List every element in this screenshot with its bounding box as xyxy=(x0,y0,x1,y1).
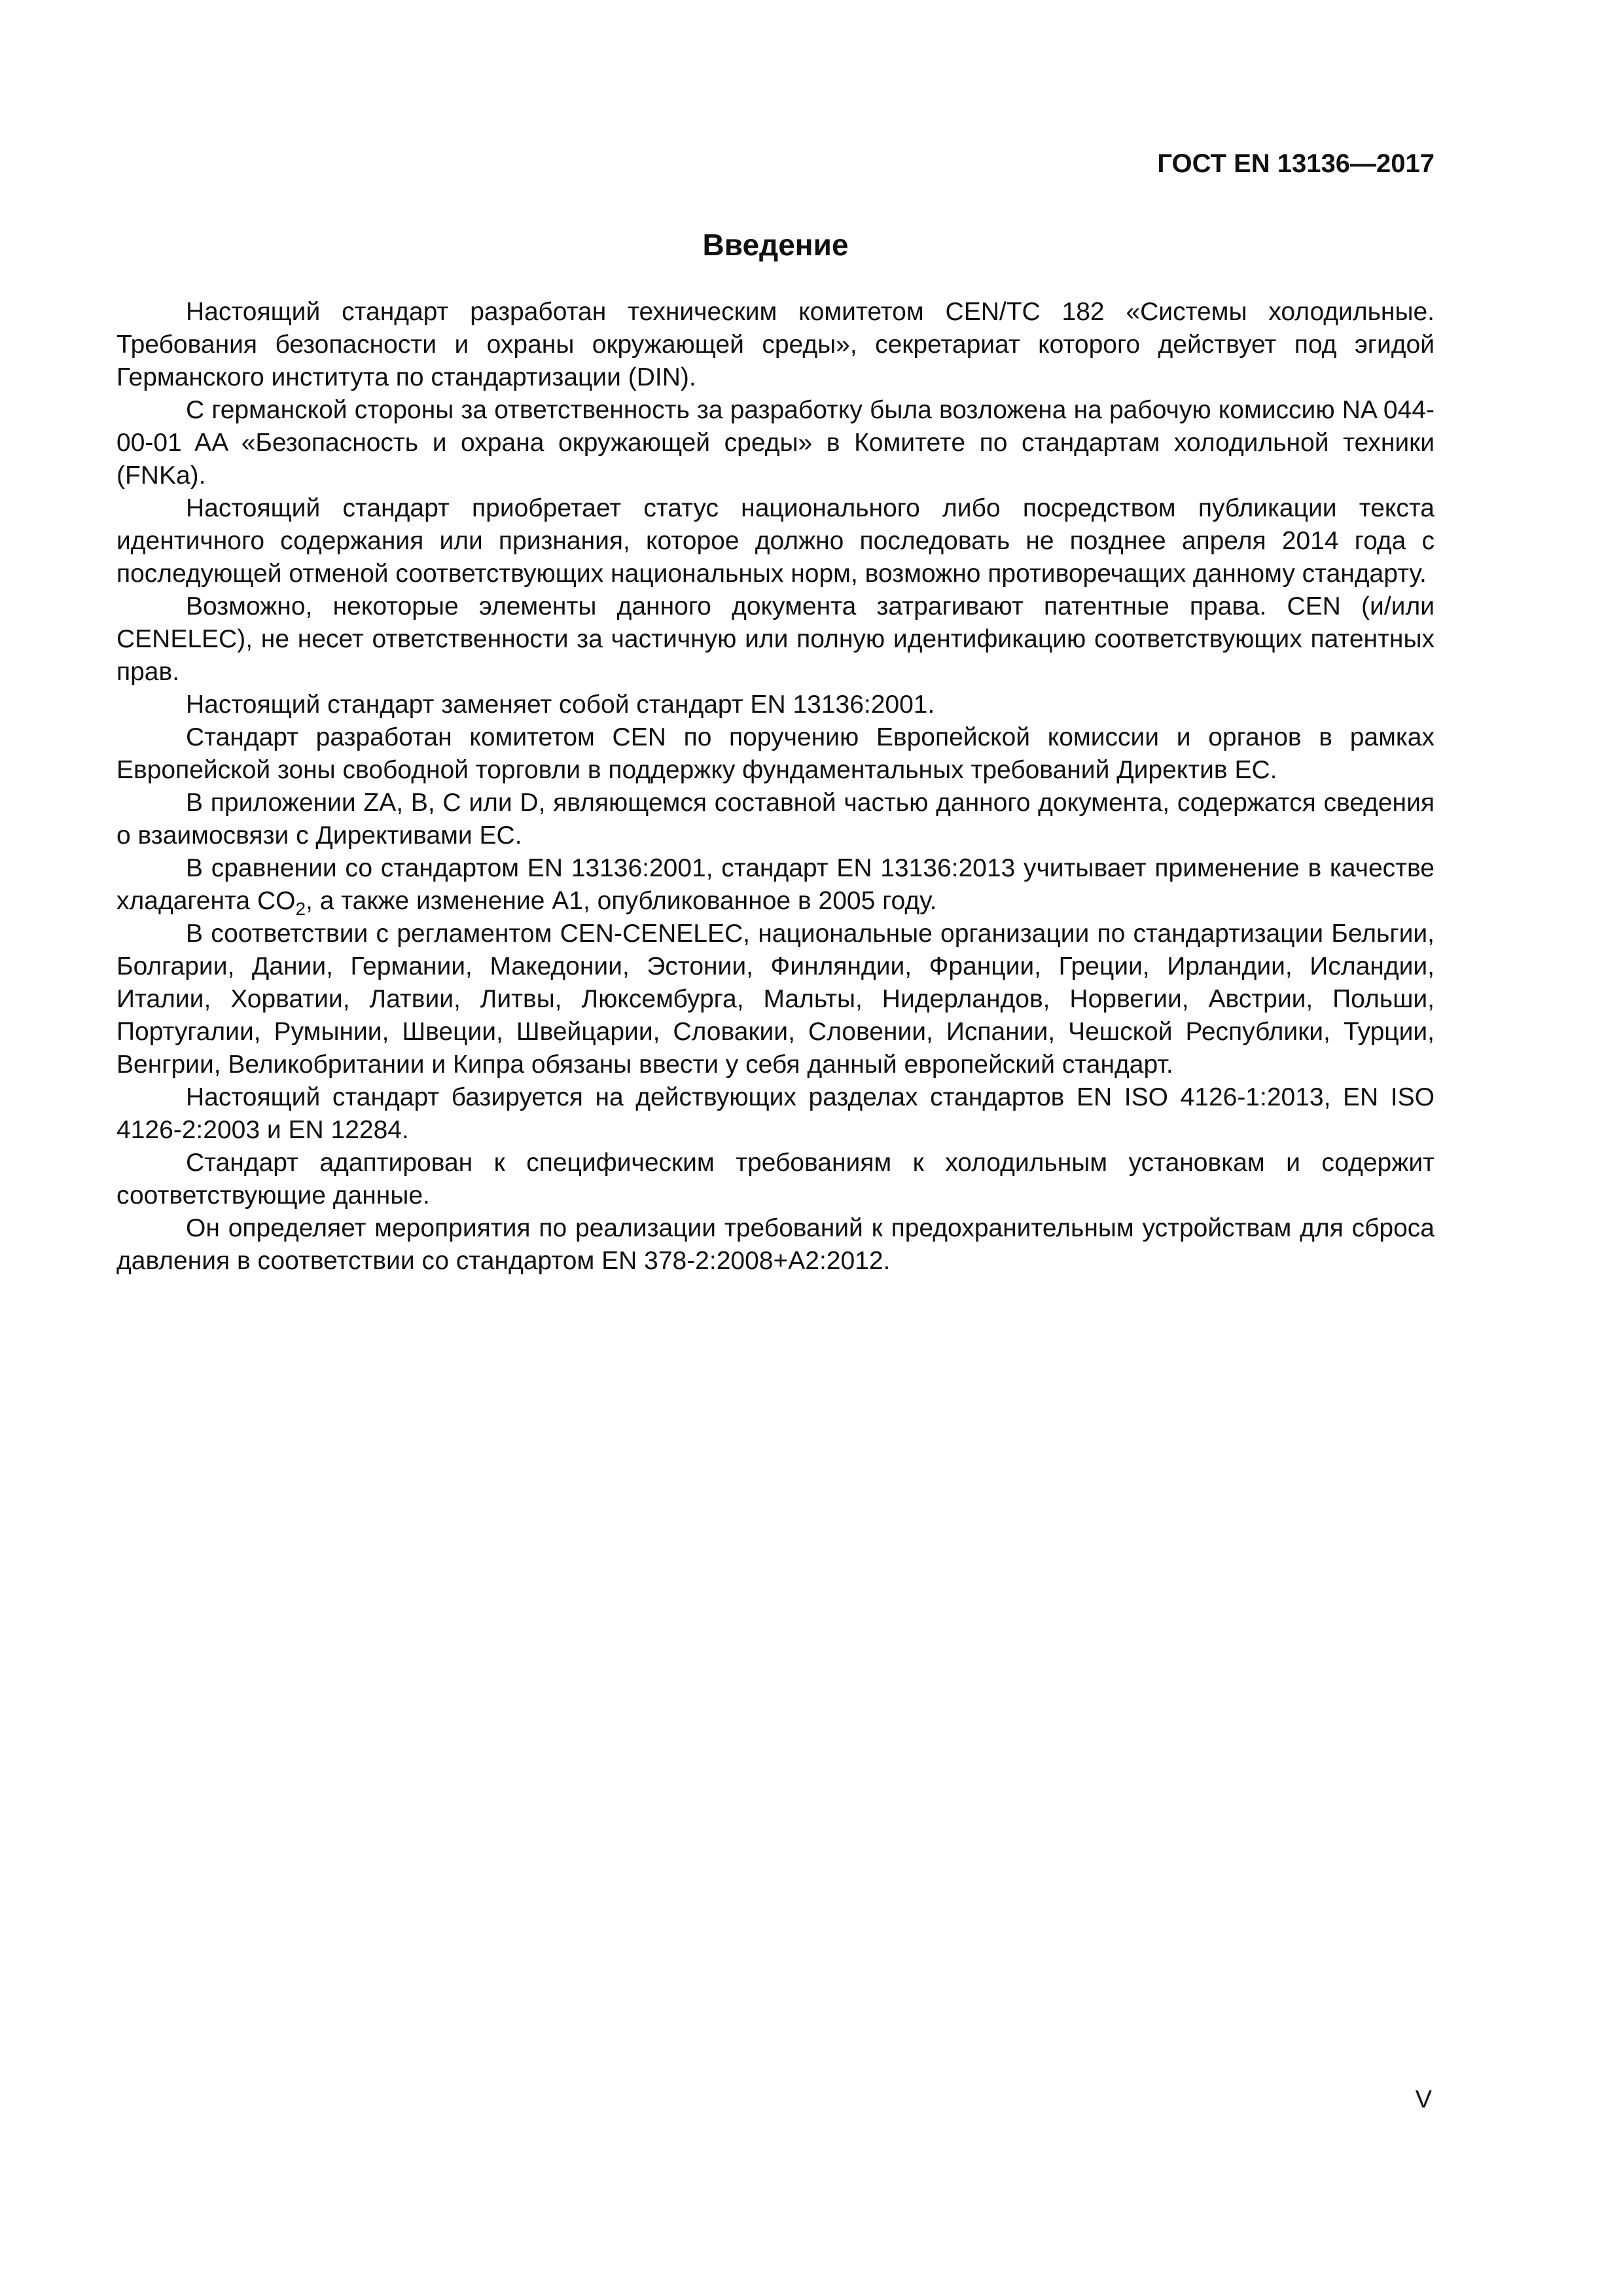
section-title: Введение xyxy=(702,228,849,262)
introduction-body xyxy=(116,296,1435,1278)
document-code-header: ГОСТ EN 13136—2017 xyxy=(1157,149,1435,178)
paragraph: Возможно, некоторые элементы данного документа затрагивают патентные права. CEN (и/или CENELEC), не несет ответственности за частичную или полную идентификацию соответствующих патентных прав. xyxy=(116,592,1435,686)
co2-subscript: 2 xyxy=(295,898,306,919)
paragraph: Настоящий стандарт базируется на действующих разделах стандартов EN ISO 4126-1:2013, EN ISO 4126-2:2003 и EN 12284. xyxy=(116,1083,1435,1144)
paragraph: Настоящий стандарт приобретает статус национального либо посредством публикации текста идентичного содержания или признания, которое должно последовать не позднее апреля 2014 года с последующей отменой соответствующих национальных норм, возможно противоречащих данному стандарту. xyxy=(116,494,1435,588)
paragraph-co2-text-before: В сравнении со стандартом EN 13136:2001, стандарт EN 13136:2013 учитывает применение в качестве хладагента CO xyxy=(116,854,1435,915)
paragraph: С германской стороны за ответственность за разработку была возложена на рабочую комиссию NA 044-00-01 AA «Безопасность и охрана окружающей среды» в Комитете по стандартам холодильной техники (FNKa). xyxy=(116,396,1435,490)
paragraph-co2 xyxy=(116,852,1435,918)
paragraph: Настоящий стандарт разработан техническим комитетом CEN/TC 182 «Системы холодильные. Требования безопасности и охраны окружающей среды», секретариат которого действует под эгидой Германского института по стандартизации (DIN). xyxy=(116,298,1435,391)
paragraph: В соответствии с регламентом CEN-CENELEC, национальные организации по стандартизации Бельгии, Болгарии, Дании, Германии, Македонии, Эстонии, Финляндии, Франции, Греции, Ирландии, Исландии, Италии, Хорватии, Латвии, Литвы, Люксембурга, Мальты, Нидерландов, Норвегии, Австрии, Польши, Португалии, Румынии, Швеции, Швейцарии, Словакии, Словении, Испании, Чешской Республики, Турции, Венгрии, Великобритании и Кипра обязаны ввести у себя данный европейский стандарт. xyxy=(116,920,1435,1079)
paragraph: Настоящий стандарт заменяет собой стандарт EN 13136:2001. xyxy=(186,691,935,719)
paragraph: Стандарт адаптирован к специфическим требованиям к холодильным установкам и содержит соответствующие данные. xyxy=(116,1149,1435,1210)
paragraph-co2-text-after: , а также изменение A1, опубликованное в 2005 году. xyxy=(306,887,937,915)
paragraph: Стандарт разработан комитетом CEN по поручению Европейской комиссии и органов в рамках Европейской зоны свободной торговли в поддержку фундаментальных требований Директив ЕС. xyxy=(116,723,1435,784)
paragraph: Он определяет мероприятия по реализации требований к предохранительным устройствам для сброса давления в соответствии со стандартом EN 378-2:2008+A2:2012. xyxy=(116,1214,1435,1275)
page-number: V xyxy=(1415,2086,1432,2113)
paragraph: В приложении ZA, B, C или D, являющемся составной частью данного документа, содержатся сведения о взаимосвязи с Директивами ЕС. xyxy=(116,789,1435,850)
